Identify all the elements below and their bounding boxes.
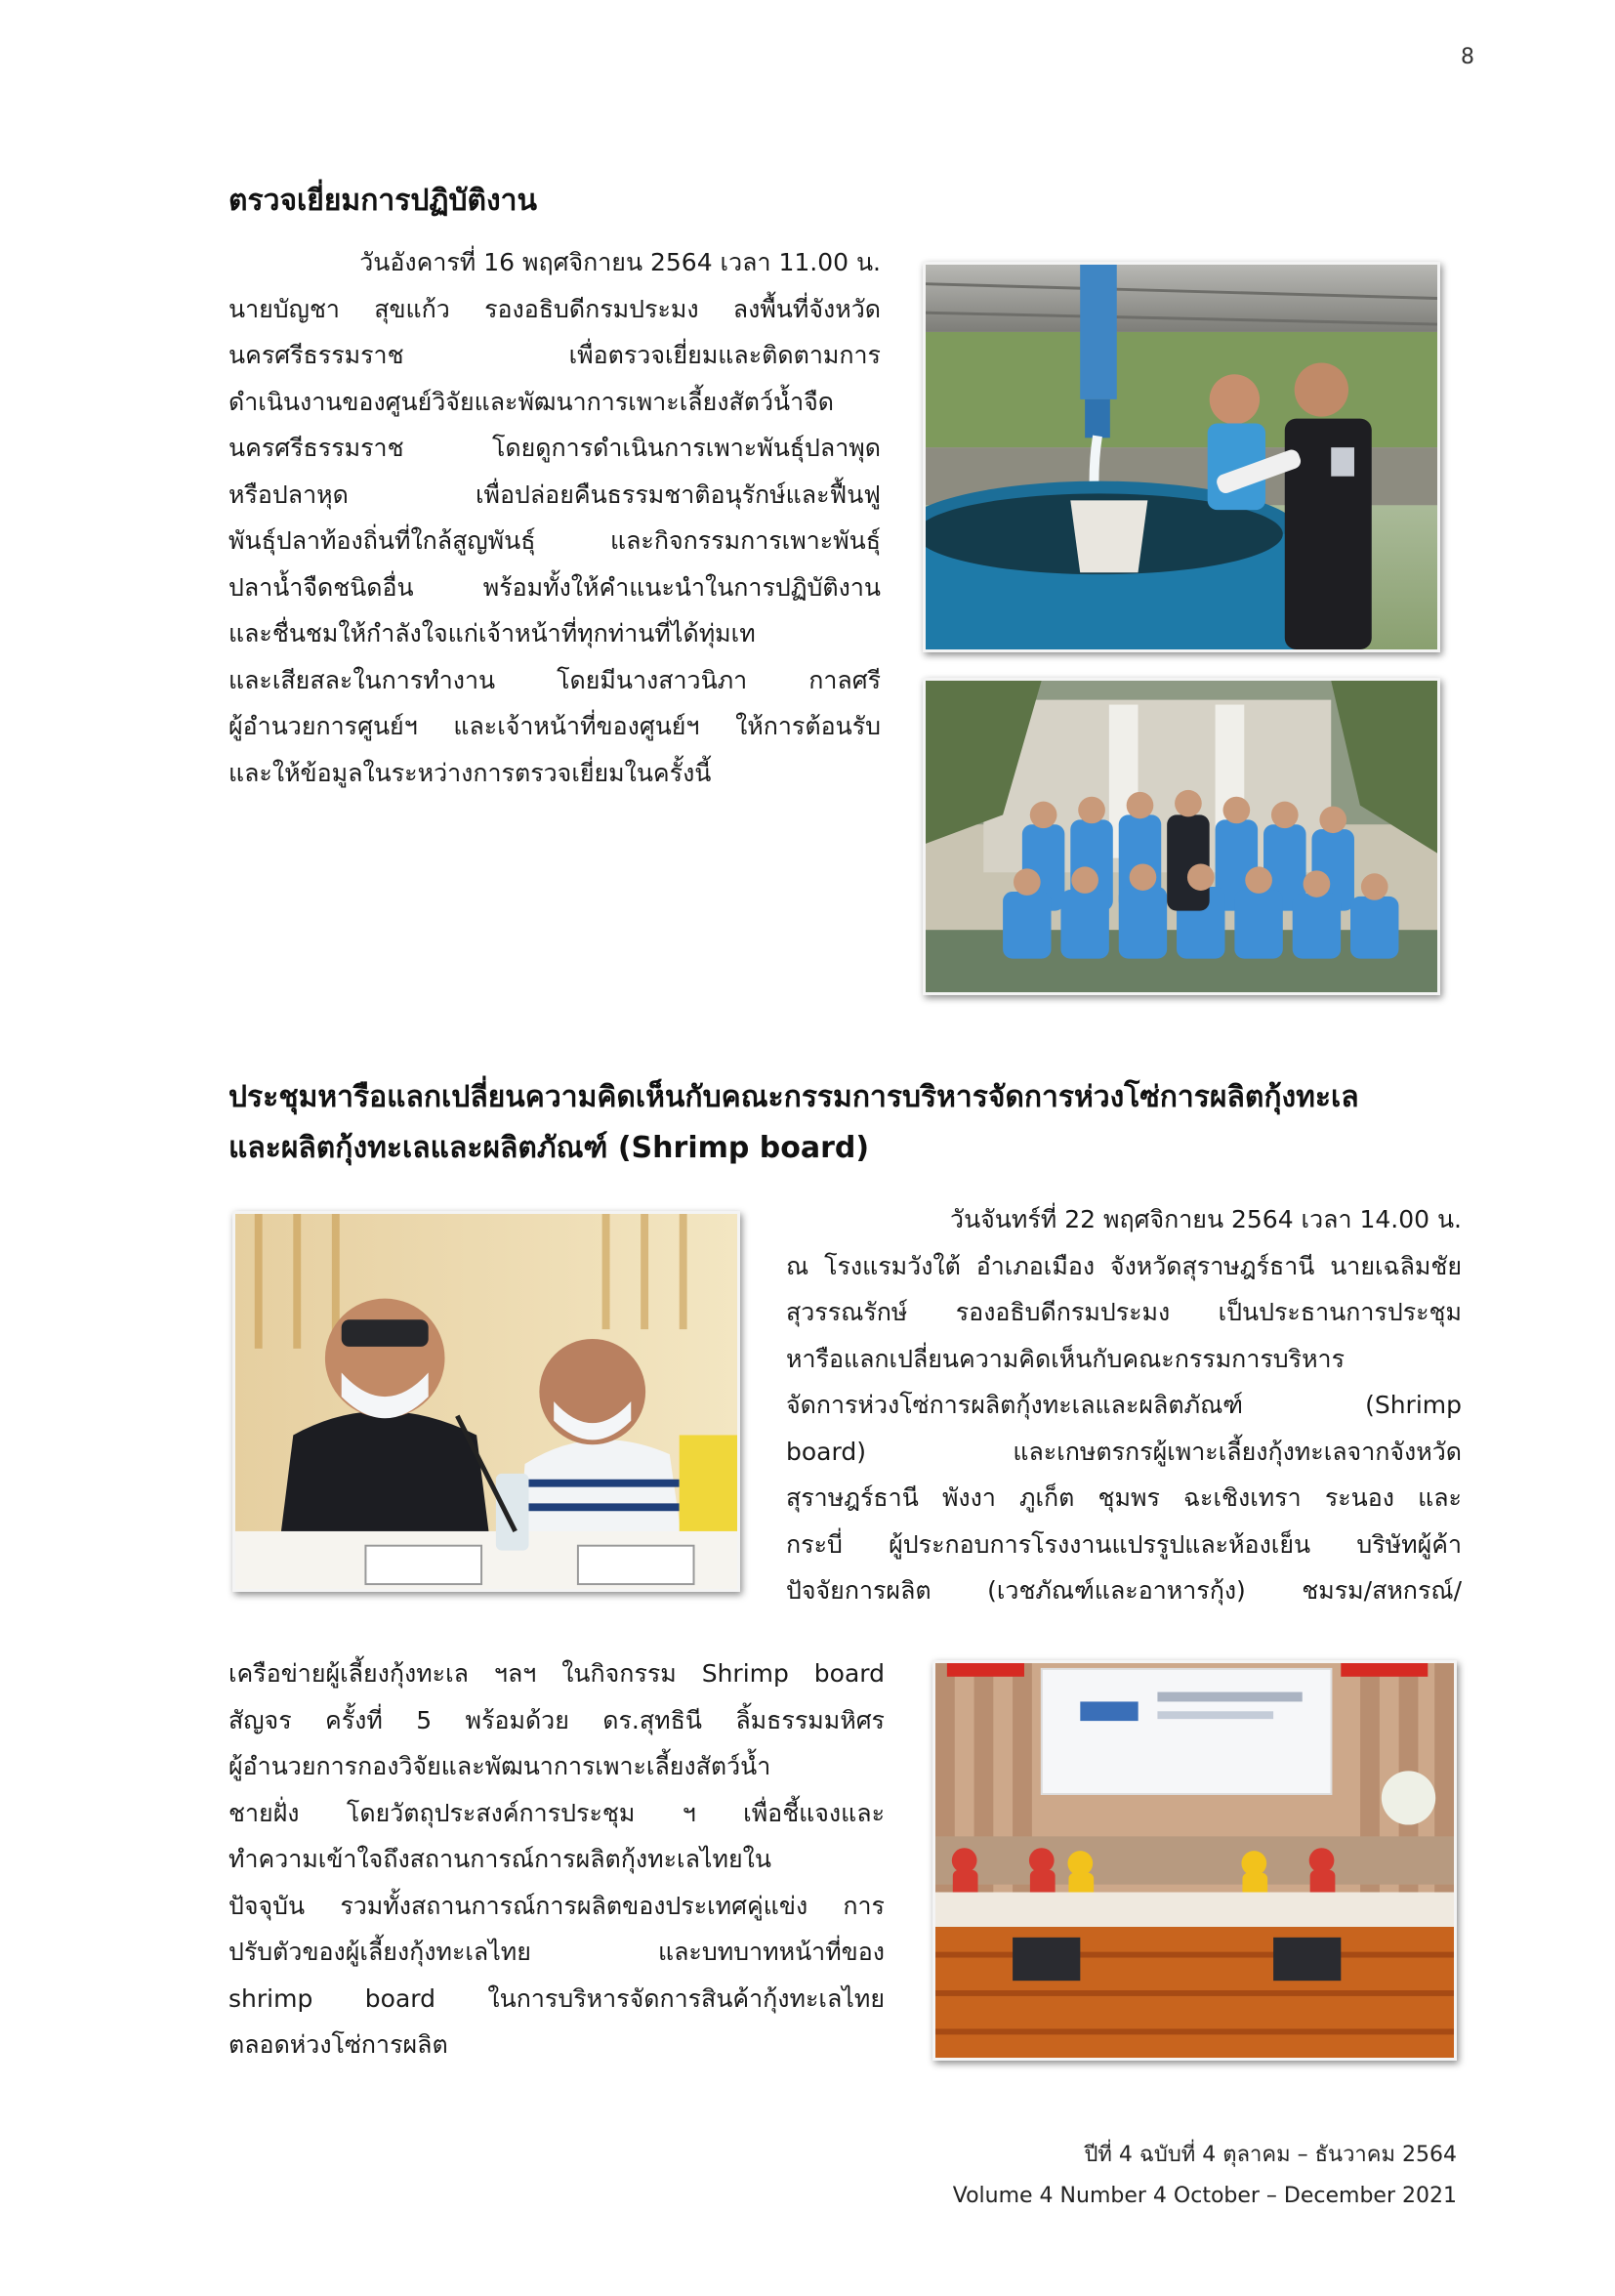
section1-line: ดำเนินงานของศูนย์วิจัยและพัฒนาการเพาะเลี้ยงสัตว์น้ำจืด — [228, 387, 834, 416]
section1-paragraph — [228, 239, 881, 796]
photo-meeting-hall — [932, 1660, 1457, 2061]
section2-line: ปัจจุบัน รวมทั้งสถานการณ์การผลิตของประเทศคู่แข่ง การ — [228, 1891, 885, 1920]
section2-line: ผู้อำนวยการกองวิจัยและพัฒนาการเพาะเลี้ยงสัตว์น้ำ — [228, 1752, 771, 1780]
section1-line: นครศรีธรรมราช เพื่อตรวจเยี่ยมและติดตามการ — [228, 341, 881, 369]
page-number: 8 — [1461, 45, 1474, 69]
section2-line: board) และเกษตรกรผู้เพาะเลี้ยงกุ้งทะเลจากจังหวัด — [786, 1437, 1462, 1466]
section1-line: ปลาน้ำจืดชนิดอื่น พร้อมทั้งให้คำแนะนำในการปฏิบัติงาน — [228, 572, 881, 602]
section2-line: สุราษฎร์ธานี พังงา ภูเก็ต ชุมพร ฉะเชิงเทรา ระนอง และ — [786, 1483, 1462, 1512]
section2-heading-line2: และผลิตกุ้งทะเลและผลิตภัณฑ์ (Shrimp board) — [228, 1131, 870, 1165]
footer-english: Volume 4 Number 4 October – December 2021 — [952, 2184, 1457, 2208]
section2-line: ทำความเข้าใจถึงสถานการณ์การผลิตกุ้งทะเลไทยใน — [228, 1845, 771, 1873]
section1-line: นครศรีธรรมราช โดยดูการดำเนินการเพาะพันธุ์ปลาพุด — [228, 434, 881, 462]
section2-line: ชายฝั่ง โดยวัตถุประสงค์การประชุม ฯ เพื่อชี้แจงและ — [228, 1798, 885, 1827]
section2-line: ปรับตัวของผู้เลี้ยงกุ้งทะเลไทย และบทบาทหน้าที่ของ — [228, 1938, 885, 1966]
section2-line: หารือแลกเปลี่ยนความคิดเห็นกับคณะกรรมการบริหาร — [786, 1344, 1346, 1373]
section2-line: shrimp board ในการบริหารจัดการสินค้ากุ้งทะเลไทย — [228, 1983, 885, 2013]
section2-paragraph-right — [786, 1196, 1462, 1614]
footer-thai: ปีที่ 4 ฉบับที่ 4 ตุลาคม – ธันวาคม 2564 — [1084, 2143, 1457, 2167]
photo-staff-group — [923, 678, 1440, 995]
section1-line: วันอังคารที่ 16 พฤศจิกายน 2564 เวลา 11.00 น. — [359, 248, 881, 276]
section2-line: วันจันทร์ที่ 22 พฤศจิกายน 2564 เวลา 14.00 น. — [950, 1205, 1462, 1233]
section2-line: ปัจจัยการผลิต (เวชภัณฑ์และอาหารกุ้ง) ชมรม/สหกรณ์/ — [786, 1576, 1462, 1605]
section2-line: สัญจร ครั้งที่ 5 พร้อมด้วย ดร.สุทธินี ลิ้มธรรมมหิศร — [228, 1705, 885, 1734]
section2-line: เครือข่ายผู้เลี้ยงกุ้งทะเล ฯลฯ ในกิจกรรม Shrimp board — [228, 1659, 885, 1688]
section1-line: และเสียสละในการทำงาน โดยมีนางสาวนิภา กาลศรี — [228, 665, 881, 694]
section2-paragraph-left — [228, 1650, 885, 2068]
section1-line: และชื่นชมให้กำลังใจแก่เจ้าหน้าที่ทุกท่านที่ได้ทุ่มเท — [228, 619, 756, 647]
section1-heading: ตรวจเยี่ยมการปฏิบัติงาน — [228, 184, 538, 218]
section1-line: และให้ข้อมูลในระหว่างการตรวจเยี่ยมในครั้งนี้ — [228, 758, 712, 787]
photo-meeting-officials — [232, 1211, 740, 1592]
section1-line: พันธุ์ปลาท้องถิ่นที่ใกล้สูญพันธุ์ และกิจกรรมการเพาะพันธุ์ — [228, 526, 881, 555]
section2-line: กระบี่ ผู้ประกอบการโรงงานแปรรูปและห้องเย็น บริษัทผู้ค้า — [786, 1529, 1462, 1559]
section2-line: ตลอดห่วงโซ่การผลิต — [228, 2030, 448, 2059]
section2-line: สุวรรณรักษ์ รองอธิบดีกรมประมง เป็นประธานการประชุม — [786, 1298, 1462, 1326]
section2-line: จัดการห่วงโซ่การผลิตกุ้งทะเลและผลิตภัณฑ์ (Shrimp — [786, 1391, 1462, 1419]
section2-line: ณ โรงแรมวังใต้ อำเภอเมือง จังหวัดสุราษฎร์ธานี นายเฉลิมชัย — [786, 1251, 1462, 1280]
section1-line: นายบัญชา สุขแก้ว รองอธิบดีกรมประมง ลงพื้นที่จังหวัด — [228, 294, 881, 323]
section2-heading-line1: ประชุมหารือแลกเปลี่ยนความคิดเห็นกับคณะกรรมการบริหารจัดการห่วงโซ่การผลิตกุ้งทะเล — [228, 1080, 1359, 1114]
section1-line: หรือปลาหุด เพื่อปล่อยคืนธรรมชาติอนุรักษ์และฟื้นฟู — [228, 480, 881, 509]
section1-line: ผู้อำนวยการศูนย์ฯ และเจ้าหน้าที่ของศูนย์ฯ ให้การต้อนรับ — [228, 712, 881, 740]
photo-fish-tank-inspection — [923, 262, 1440, 652]
